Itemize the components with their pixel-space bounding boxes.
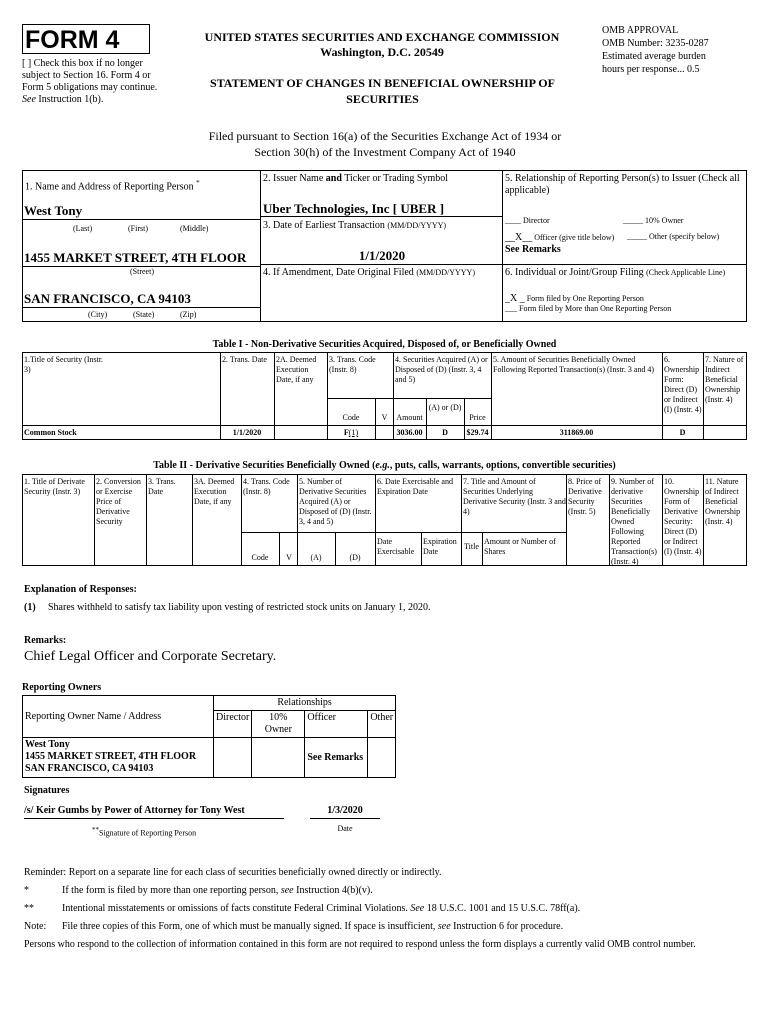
owners-col-name: Reporting Owner Name / Address	[23, 696, 214, 738]
t1-h2: 2. Trans. Date	[222, 355, 267, 364]
signature-label: **Signature of Reporting Person	[92, 826, 197, 838]
t1-h5: 5. Amount of Securities Beneficially Owned Following Reported Transaction(s) (Instr. 3 and 4)	[493, 355, 655, 374]
statement-title: STATEMENT OF CHANGES IN BENEFICIAL OWNERSHIP OF SECURITIES	[210, 76, 555, 106]
omb-approval: OMB APPROVAL	[602, 25, 679, 36]
owners-heading: Reporting Owners	[22, 682, 102, 693]
box4-label: 4. If Amendment, Date Original Filed (MM/DD/YYYY)	[263, 267, 475, 278]
dstar-mark: **	[24, 903, 34, 914]
filed-pursuant-1: Filed pursuant to Section 16(a) of the Securities Exchange Act of 1934 or	[208, 129, 562, 143]
dstar-text: Intentional misstatements or omissions of facts constitute Federal Criminal Violations. See 18 U.S.C. 1001 and 15 U.S.C. 78ff(a).	[62, 903, 581, 914]
t2-h2: 2. Conversion or Exercise Price of Derivative Security	[96, 477, 141, 526]
relationship-officer[interactable]: __X__ Officer (give title below)	[505, 232, 615, 243]
t1-ad: (A) or (D)	[428, 403, 462, 412]
t1-price: Price	[469, 413, 486, 422]
reporting-person-city: SAN FRANCISCO, CA 94103	[24, 291, 191, 306]
t2-h10: 10. Ownership Form of Derivative Security: Direct (D) or Indirect (I) (Instr. 4)	[664, 477, 702, 556]
t2-h4: 4. Trans. Code (Instr. 8)	[243, 477, 290, 496]
label-city: (City)	[88, 310, 108, 319]
signatures-heading: Signatures	[24, 785, 70, 796]
star-mark: *	[24, 885, 29, 896]
box6-label: 6. Individual or Joint/Group Filing (Check Applicable Line)	[505, 267, 726, 278]
t1-h3: 3. Trans. Code (Instr. 8)	[329, 355, 376, 374]
agency-city: Washington, D.C. 20549	[320, 45, 444, 59]
box2-label: 2. Issuer Name and Ticker or Trading Symbol	[263, 173, 449, 184]
t2-h7: 7. Title and Amount of Securities Underlying Derivative Security (Instr. 3 and 4)	[463, 477, 566, 516]
explanation-heading: Explanation of Responses:	[24, 584, 137, 595]
persons-note: Persons who respond to the collection of information contained in this form are not required to respond unless the form displays a currently valid OMB control number.	[24, 939, 696, 950]
owners-col-director: Director	[214, 711, 252, 738]
filed-pursuant-2: Section 30(h) of the Investment Company Act of 1940	[254, 145, 516, 159]
label-zip: (Zip)	[180, 310, 197, 319]
t2-h8: 8. Price of Derivative Security (Instr. 5)	[568, 477, 602, 516]
t2-h5: 5. Number of Derivative Securities Acquired (A) or Disposed of (D) (Instr. 3, 4 and 5)	[299, 477, 372, 526]
form-title-box	[22, 24, 150, 54]
footnote-link[interactable]: (1)	[348, 428, 359, 437]
signature-date: 1/3/2020	[327, 805, 363, 816]
footnote-number: (1)	[24, 602, 36, 613]
t2-d: (D)	[349, 553, 361, 562]
date-label: Date	[337, 824, 353, 833]
t1-row-form: D	[679, 428, 686, 437]
check-box-note[interactable]: [ ] Check this box if no longer subject to Section 16. Form 4 or Form 5 obligations may continue. See Instruction 1(b).	[22, 58, 158, 105]
t2-h11: 11. Nature of Indirect Beneficial Ownership (Instr. 4)	[705, 477, 741, 526]
box1-label: 1. Name and Address of Reporting Person *	[25, 179, 200, 193]
owners-row-name: West Tony 1455 MARKET STREET, 4TH FLOOR SAN FRANCISCO, CA 94103	[23, 738, 214, 778]
t2-h1: 1. Title of Derivate Security (Instr. 3)	[24, 477, 85, 496]
box3-label: 3. Date of Earliest Transaction (MM/DD/YYYY)	[263, 220, 447, 231]
owners-col-relationships: Relationships	[214, 696, 396, 711]
star-text: If the form is filed by more than one reporting person, see Instruction 4(b)(v).	[62, 885, 373, 896]
label-street: (Street)	[130, 267, 154, 276]
note-text: File three copies of this Form, one of which must be manually signed. If space is insufficient, see Instruction 6 for procedure.	[62, 921, 564, 932]
signature-value: /s/ Keir Gumbs by Power of Attorney for Tony West	[24, 805, 245, 816]
omb-block	[602, 24, 762, 76]
officer-title: See Remarks	[505, 244, 561, 255]
remarks-heading: Remarks:	[24, 635, 67, 646]
owners-col-10pct: 10% Owner	[252, 711, 305, 738]
label-state: (State)	[133, 310, 155, 319]
footnote-text: Shares withheld to satisfy tax liability upon vesting of restricted stock units on January 1, 2020.	[48, 602, 431, 613]
t1-code: Code	[342, 413, 360, 422]
label-last: (Last)	[73, 224, 93, 233]
t1-row-date: 1/1/2020	[232, 428, 262, 437]
relationship-10pct-owner[interactable]: _____ 10% Owner	[623, 216, 684, 225]
t2-h6: 6. Date Exercisable and Expiration Date	[377, 477, 453, 496]
filing-one-person[interactable]: _X _ Form filed by One Reporting Person	[505, 293, 644, 304]
agency-name: UNITED STATES SECURITIES AND EXCHANGE COMMISSION	[204, 30, 560, 44]
t2-h3a: 3A. Deemed Execution Date, if any	[194, 477, 235, 506]
owners-row-officer: See Remarks	[305, 738, 368, 778]
t2-amount-shares: Amount or Number of Shares	[484, 537, 556, 556]
t1-h4: 4. Securities Acquired (A) or Disposed of (D) (Instr. 3, 4 and 5)	[395, 355, 488, 384]
t1-h7: 7. Nature of Indirect Beneficial Ownership (Instr. 4)	[705, 355, 744, 404]
t2-a: (A)	[310, 553, 322, 562]
omb-number: OMB Number: 3235-0287	[602, 38, 709, 49]
relationship-other[interactable]: _____ Other (specify below)	[627, 232, 720, 241]
reporting-person-street: 1455 MARKET STREET, 4TH FLOOR	[24, 250, 247, 265]
remarks-text: Chief Legal Officer and Corporate Secretary.	[24, 649, 277, 664]
note-mark: Note:	[24, 921, 47, 932]
t2-v: V	[286, 553, 292, 562]
t2-expiration: Expiration Date	[423, 537, 457, 556]
box5-label: 5. Relationship of Reporting Person(s) to Issuer (Check all applicable)	[505, 173, 740, 196]
t2-code: Code	[251, 553, 269, 562]
relationship-director[interactable]: ____ Director	[505, 216, 550, 225]
t2-h3: 3. Trans. Date	[148, 477, 176, 496]
t1-row-owned: 311869.00	[559, 428, 594, 437]
t2-title: Title	[464, 542, 479, 551]
t2-h9: 9. Number of derivative Securities Beneficially Owned Following Reported Transaction(s) (Instr. 4)	[611, 477, 657, 566]
table2-title: Table II - Derivative Securities Beneficially Owned (e.g., puts, calls, warrants, options, convertible securities)	[153, 460, 616, 471]
burden-1: Estimated average burden	[602, 51, 706, 62]
label-middle: (Middle)	[180, 224, 209, 233]
t1-row-ad: D	[442, 428, 448, 437]
owners-col-other: Other	[368, 711, 396, 738]
t1-row-code: F(1)	[343, 428, 359, 437]
t1-h1: 1.Title of Security (Instr. 3)	[24, 355, 104, 374]
t1-row-title: Common Stock	[24, 428, 77, 437]
form-title: FORM 4	[25, 26, 120, 54]
t1-v: V	[381, 413, 388, 422]
t1-h6: 6. Ownership Form: Direct (D) or Indirect (I) (Instr. 4)	[664, 355, 702, 414]
owners-col-officer: Officer	[305, 711, 368, 738]
reporting-person-name: West Tony	[24, 203, 83, 218]
earliest-transaction-date: 1/1/2020	[358, 248, 406, 263]
t1-row-price: $29.74	[466, 428, 489, 437]
issuer-name: Uber Technologies, Inc [ UBER ]	[263, 201, 445, 216]
t1-row-amount: 3036.00	[396, 428, 423, 437]
owners-table	[22, 695, 396, 778]
label-first: (First)	[128, 224, 148, 233]
t1-h2a: 2A. Deemed Execution Date, if any	[276, 355, 317, 384]
t2-exercisable: Date Exercisable	[377, 537, 415, 556]
reminder: Reminder: Report on a separate line for each class of securities beneficially owned directly or indirectly.	[24, 867, 442, 878]
t1-amount: Amount	[396, 413, 423, 422]
filing-more-persons[interactable]: ___ Form filed by More than One Reporting Person	[505, 304, 672, 313]
burden-2: hours per response... 0.5	[602, 64, 700, 75]
table1-title: Table I - Non-Derivative Securities Acquired, Disposed of, or Beneficially Owned	[212, 339, 557, 350]
